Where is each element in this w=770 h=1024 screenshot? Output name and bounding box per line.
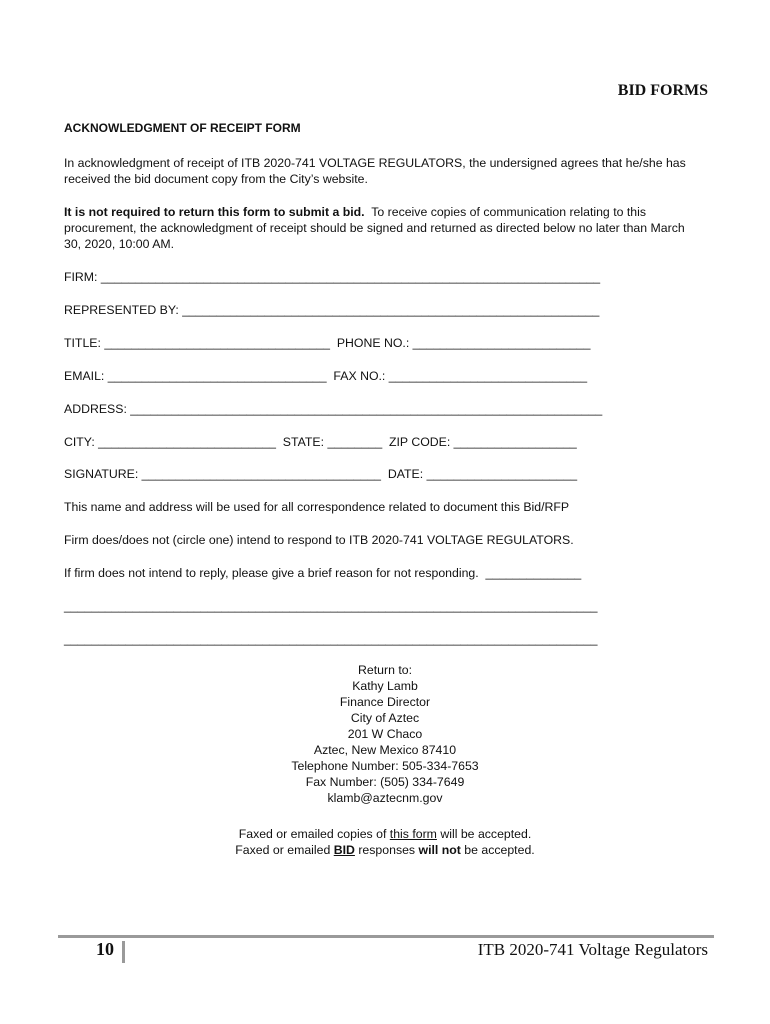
city-state-zip-field[interactable]: CITY: __________________________ STATE: ________ ZIP CODE: __________________ [64,435,577,449]
return-address-block [185,662,585,806]
title-phone-field[interactable]: TITLE: _________________________________ PHONE NO.: __________________________ [64,336,591,350]
contact-street: 201 W Chaco [347,727,423,741]
contact-organization: City of Aztec [350,711,420,725]
acceptance-block [185,826,585,858]
this-form-link: this form [389,827,437,841]
reason-line[interactable]: If firm does not intend to reply, please give a brief reason for not responding. ______________ [64,566,582,580]
bid-emphasis: BID [333,843,355,857]
intent-line: Firm does/does not (circle one) intend to respond to ITB 2020-741 VOLTAGE REGULATORS. [64,533,574,547]
page-number-divider [122,941,125,963]
acceptance-line-2: Faxed or emailed BID responses will not be accepted. [235,843,535,857]
page-number: 10 [96,939,114,959]
contact-fax: Fax Number: (505) 334-7649 [305,775,465,789]
contact-city: Aztec, New Mexico 87410 [313,743,457,757]
form-title: ACKNOWLEDGMENT OF RECEIPT FORM [64,121,301,135]
contact-telephone: Telephone Number: 505-334-7653 [291,759,479,773]
email-fax-field[interactable]: EMAIL: ________________________________ FAX NO.: _____________________________ [64,369,588,383]
signature-date-field[interactable]: SIGNATURE: ___________________________________ DATE: ______________________ [64,467,578,481]
intro-paragraph: In acknowledgment of receipt of ITB 2020-741 VOLTAGE REGULATORS, the undersigned agrees that he/she has received the bid document copy from the City’s website. [64,156,686,186]
notice-text: To receive copies of communication relating to this procurement, the acknowledgment of receipt should be signed and returned as directed below no later than March 30, 2020, 10:00 AM. [64,205,685,251]
will-not-emphasis: will not [418,843,461,857]
firm-field[interactable]: FIRM: _________________________________________________________________________ [64,270,601,284]
contact-position: Finance Director [339,695,431,709]
represented-by-field[interactable]: REPRESENTED BY: _____________________________________________________________ [64,303,600,317]
contact-email[interactable]: klamb@aztecnm.gov [327,791,443,805]
footer-rule [58,935,714,938]
footer-doc-title: ITB 2020-741 Voltage Regulators [477,940,708,959]
notice-bold-text: It is not required to return this form to submit a bid. [64,205,365,219]
correspondence-note: This name and address will be used for all correspondence related to document this Bid/RFP [64,500,570,514]
contact-name: Kathy Lamb [352,679,418,693]
address-field[interactable]: ADDRESS: _____________________________________________________________________ [64,402,603,416]
return-to-label: Return to: [358,663,412,677]
reason-blank-line-1[interactable]: ______________________________________________________________________________ [64,599,598,613]
notice-paragraph [64,204,704,252]
reason-blank-line-2[interactable]: ______________________________________________________________________________ [64,632,598,646]
acceptance-line-1: Faxed or emailed copies of this form will be accepted. [238,827,532,841]
page-header-title: BID FORMS [617,82,708,99]
